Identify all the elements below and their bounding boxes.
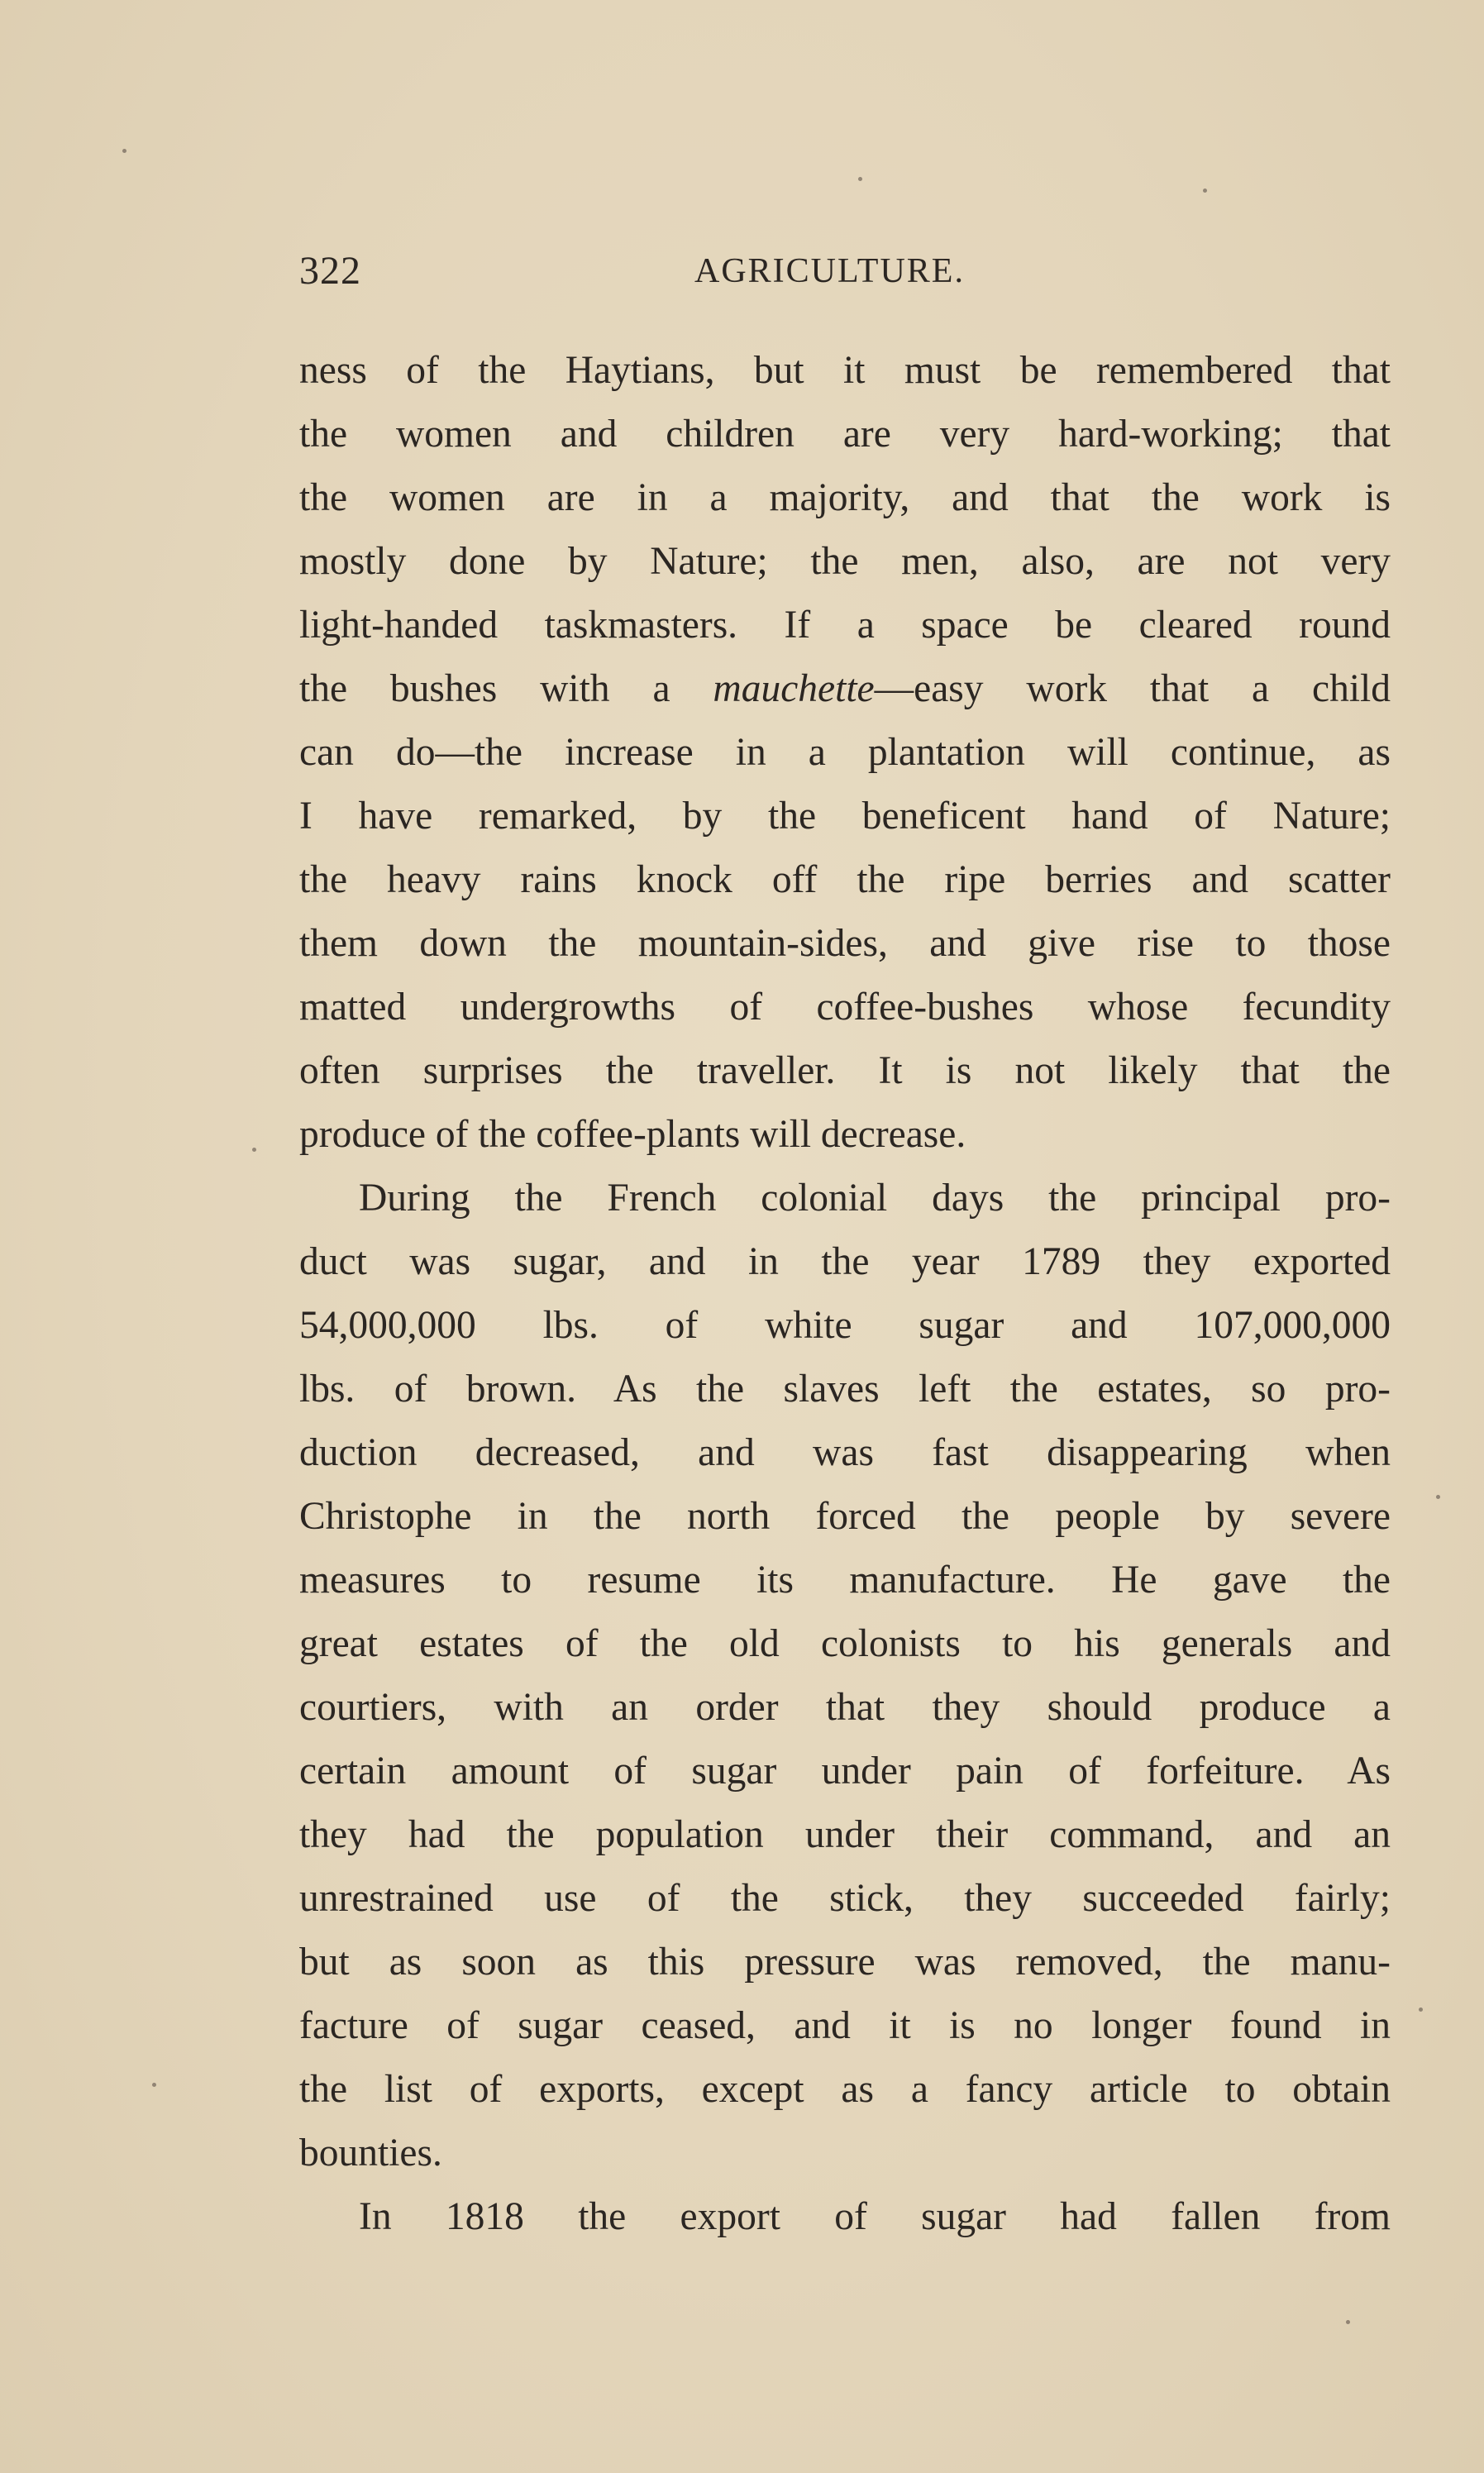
text-line: matted undergrowths of coffee-bushes whose fecundity — [299, 986, 1391, 1029]
text-line: During the French colonial days the principal pro- — [359, 1177, 1391, 1220]
text-line: 54,000,000 lbs. of white sugar and 107,000,000 — [299, 1304, 1391, 1347]
text-line: duction decreased, and was fast disappearing when — [299, 1431, 1391, 1474]
text-line: facture of sugar ceased, and it is no longer found in — [299, 2004, 1391, 2047]
paper-speck — [252, 1148, 256, 1152]
text-line: the women and children are very hard-working; that — [299, 413, 1391, 456]
text-line: duct was sugar, and in the year 1789 they exported — [299, 1240, 1391, 1283]
text-line: Christophe in the north forced the people by severe — [299, 1495, 1391, 1538]
text-line: certain amount of sugar under pain of forfeiture. As — [299, 1750, 1391, 1793]
text-line: the heavy rains knock off the ripe berries and scatter — [299, 858, 1391, 901]
page-number: 322 — [299, 249, 361, 293]
text-line: but as soon as this pressure was removed, the manu- — [299, 1941, 1391, 1984]
text-line: unrestrained use of the stick, they succeeded fairly; — [299, 1877, 1391, 1920]
text-line: light-handed taskmasters. If a space be cleared round — [299, 604, 1391, 647]
text-line: measures to resume its manufacture. He gave the — [299, 1559, 1391, 1602]
paper-speck — [1436, 1495, 1440, 1499]
running-head — [299, 248, 1391, 306]
text-block — [299, 339, 1391, 2249]
text-line: ness of the Haytians, but it must be remembered that — [299, 349, 1391, 392]
text-line: can do—the increase in a plantation will continue, as — [299, 731, 1391, 774]
italic-term: mauchette — [713, 667, 875, 710]
text-line: them down the mountain-sides, and give rise to those — [299, 922, 1391, 965]
paper-speck — [122, 149, 126, 153]
paper-speck — [1203, 189, 1207, 193]
paper-speck — [1346, 2320, 1350, 2324]
paper-speck — [1419, 2008, 1423, 2012]
text-line: bounties. — [299, 2132, 442, 2175]
paragraph-1 — [299, 339, 1391, 1167]
text-line: courtiers, with an order that they should produce a — [299, 1686, 1391, 1729]
paper-speck — [858, 177, 862, 181]
text-line: the bushes with a mauchette—easy work that a child — [299, 667, 1391, 710]
text-line: great estates of the old colonists to his generals and — [299, 1622, 1391, 1665]
text-line: the list of exports, except as a fancy article to obtain — [299, 2068, 1391, 2111]
text-line: they had the population under their command, and an — [299, 1813, 1391, 1856]
paragraph-3 — [299, 2185, 1391, 2249]
text-line: the women are in a majority, and that the work is — [299, 476, 1391, 519]
text-line: In 1818 the export of sugar had fallen from — [359, 2195, 1391, 2238]
text-line: lbs. of brown. As the slaves left the estates, so pro- — [299, 1368, 1391, 1411]
text-line: mostly done by Nature; the men, also, are not very — [299, 540, 1391, 583]
running-title: AGRICULTURE. — [694, 252, 965, 290]
text-line: produce of the coffee-plants will decrease. — [299, 1113, 966, 1156]
paragraph-2 — [299, 1167, 1391, 2185]
paper-speck — [152, 2083, 156, 2087]
text-line: often surprises the traveller. It is not likely that the — [299, 1049, 1391, 1092]
text-line: I have remarked, by the beneficent hand of Nature; — [299, 795, 1391, 838]
